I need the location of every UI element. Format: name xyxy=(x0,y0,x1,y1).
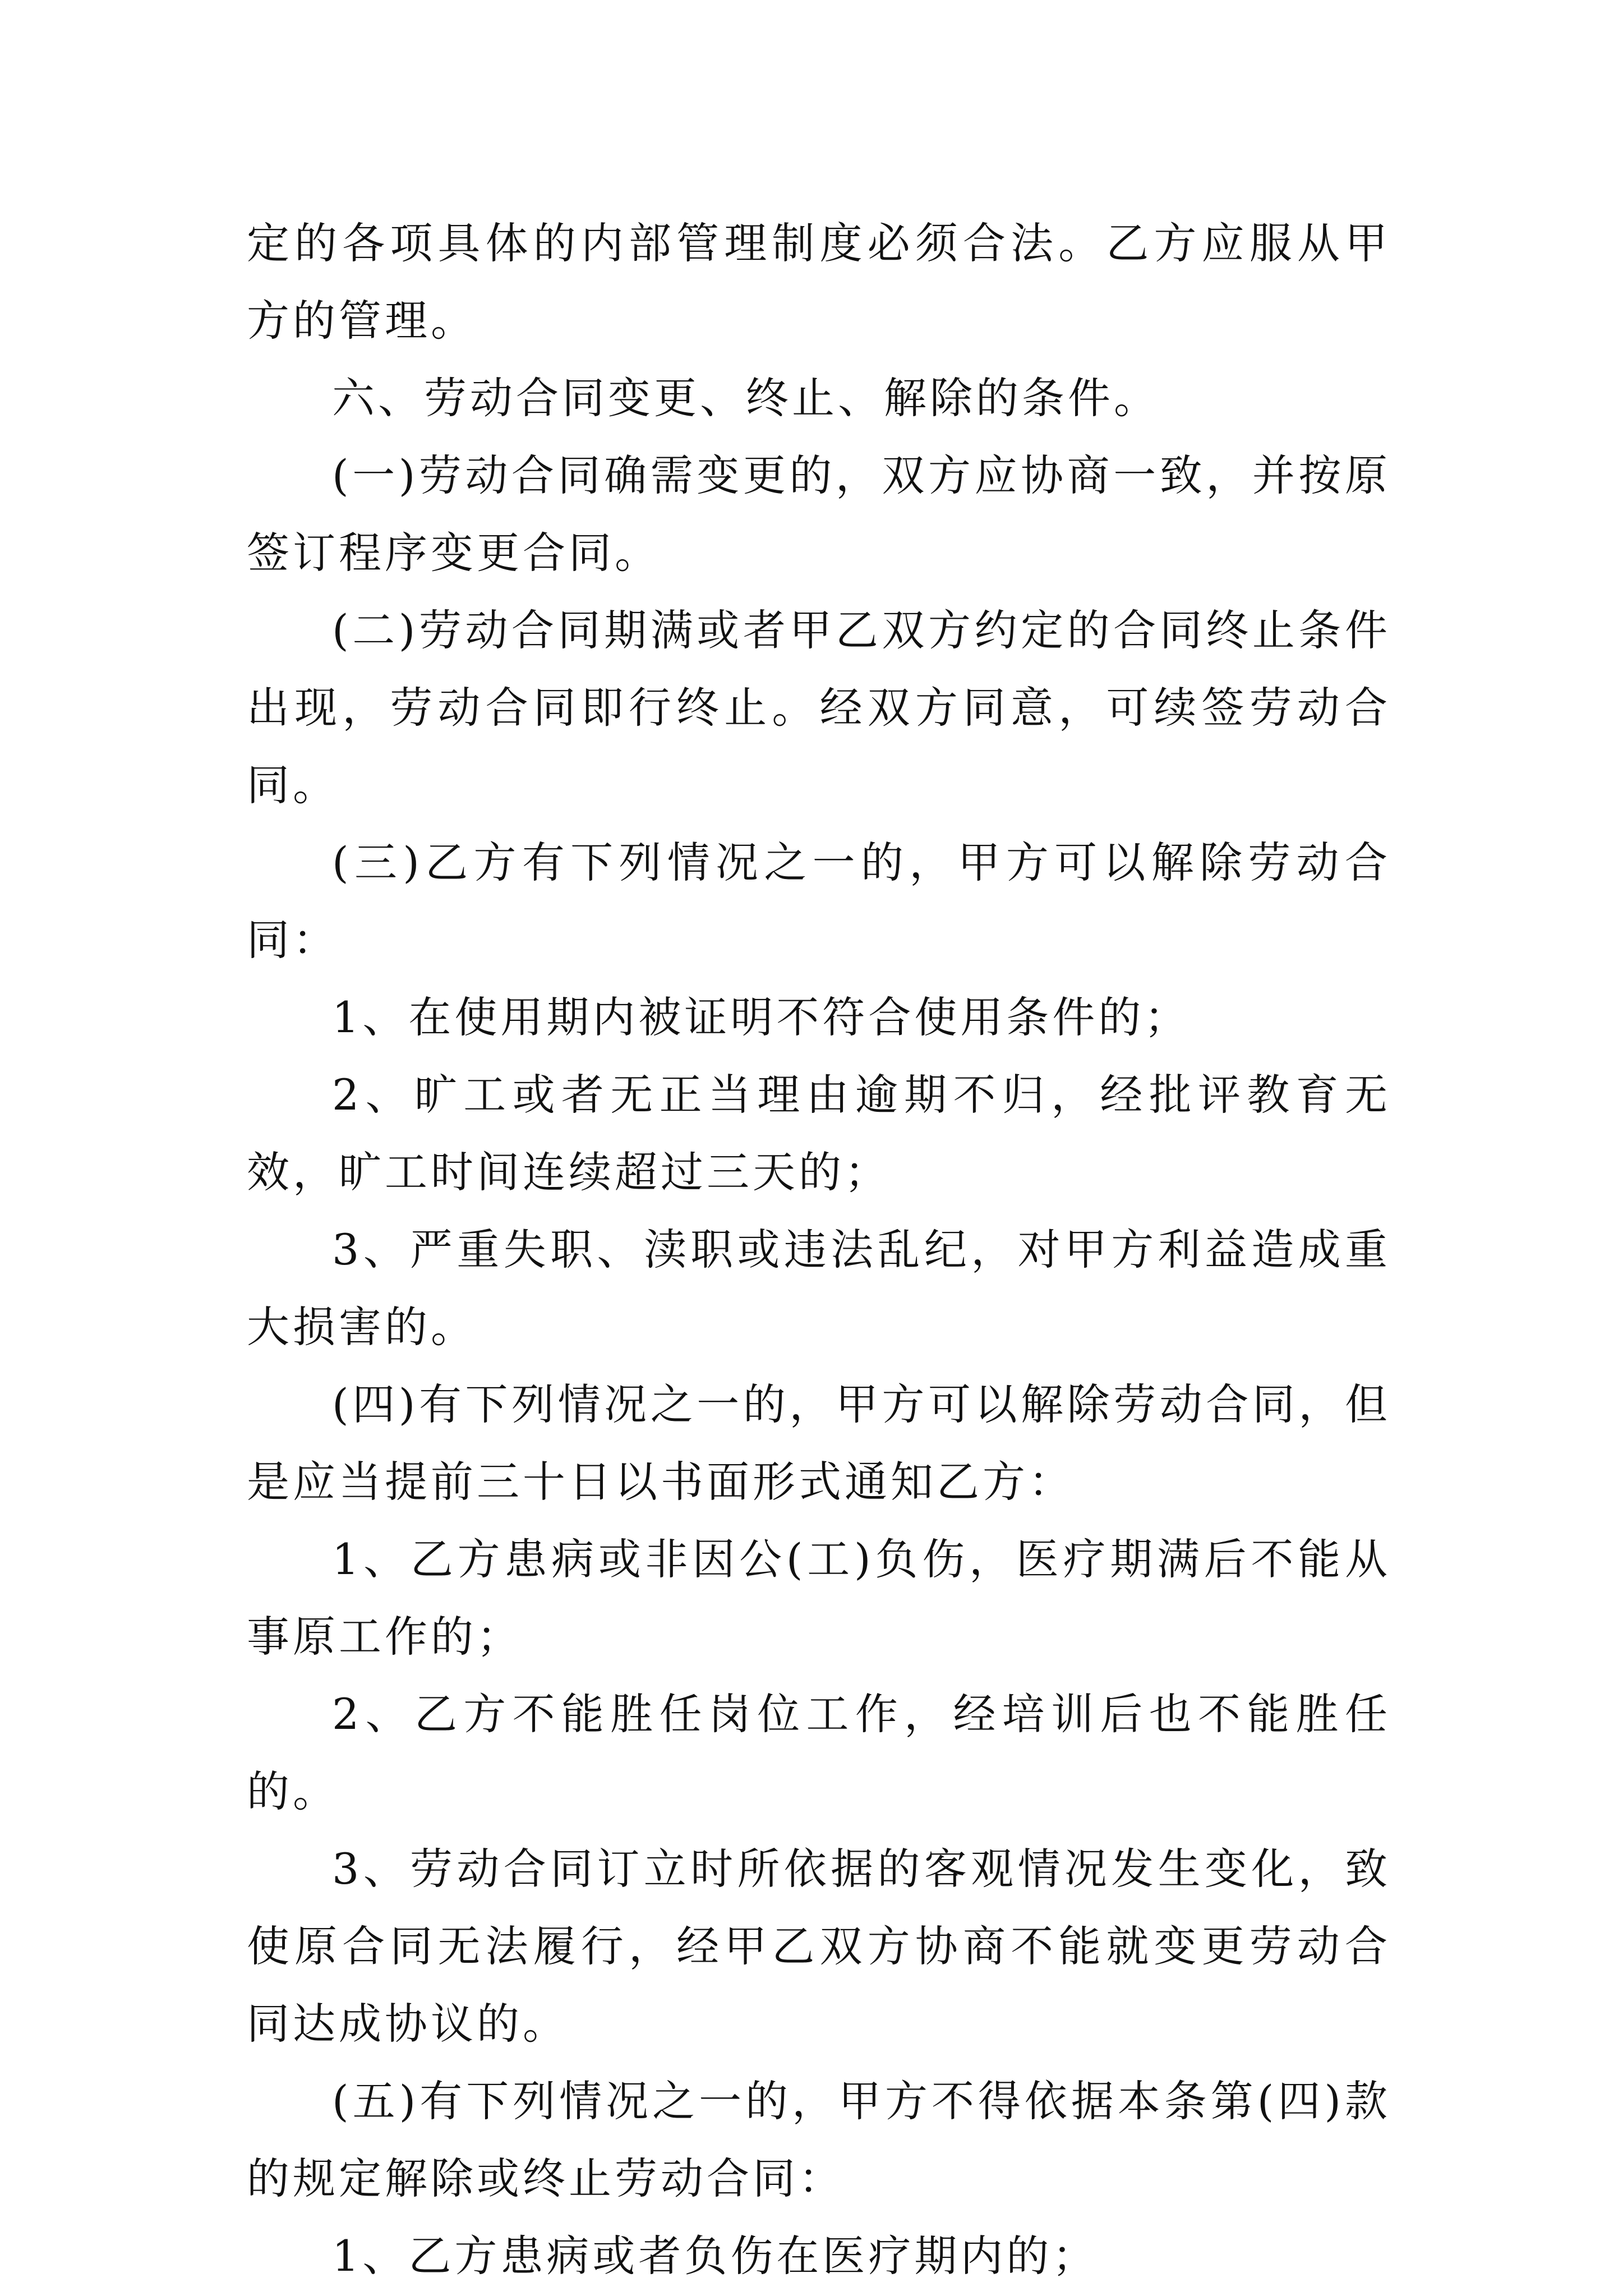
document-body xyxy=(247,205,1391,2295)
clause-4-item-3: 3、劳动合同订立时所依据的客观情况发生变化，致使原合同无法履行，经甲乙双方协商不能就变更劳动合同达成协议的。 xyxy=(247,1844,1391,2049)
clause-1: (一)劳动合同确需变更的，双方应协商一致，并按原签订程序变更合同。 xyxy=(247,450,1391,578)
clause-5: (五)有下列情况之一的，甲方不得依据本条第(四)款的规定解除或终止劳动合同： xyxy=(247,2076,1391,2203)
clause-5-item-1: 1、乙方患病或者负伤在医疗期内的； xyxy=(332,2231,1099,2281)
section-heading-contract-change: 六、劳动合同变更、终止、解除的条件。 xyxy=(332,373,1160,423)
clause-4: (四)有下列情况之一的，甲方可以解除劳动合同，但是应当提前三十日以书面形式通知乙方： xyxy=(247,1379,1391,1507)
clause-3-item-1: 1、在使用期内被证明不符合使用条件的； xyxy=(332,992,1191,1042)
clause-3: (三)乙方有下列情况之一的，甲方可以解除劳动合同： xyxy=(247,838,1391,965)
clause-4-item-2: 2、乙方不能胜任岗位工作，经培训后也不能胜任的。 xyxy=(247,1689,1391,1816)
clause-2: (二)劳动合同期满或者甲乙双方约定的合同终止条件出现，劳动合同即行终止。经双方同意，可续签劳动合同。 xyxy=(247,605,1391,810)
clause-3-item-2: 2、旷工或者无正当理由逾期不归，经批评教育无效，旷工时间连续超过三天的； xyxy=(247,1070,1391,1197)
clause-4-item-1: 1、乙方患病或非因公(工)负伤，医疗期满后不能从事原工作的； xyxy=(247,1534,1391,1662)
clause-3-item-3: 3、严重失职、渎职或违法乱纪，对甲方利益造成重大损害的。 xyxy=(247,1225,1391,1352)
paragraph-management-continuation: 定的各项具体的内部管理制度必须合法。乙方应服从甲方的管理。 xyxy=(247,218,1391,346)
